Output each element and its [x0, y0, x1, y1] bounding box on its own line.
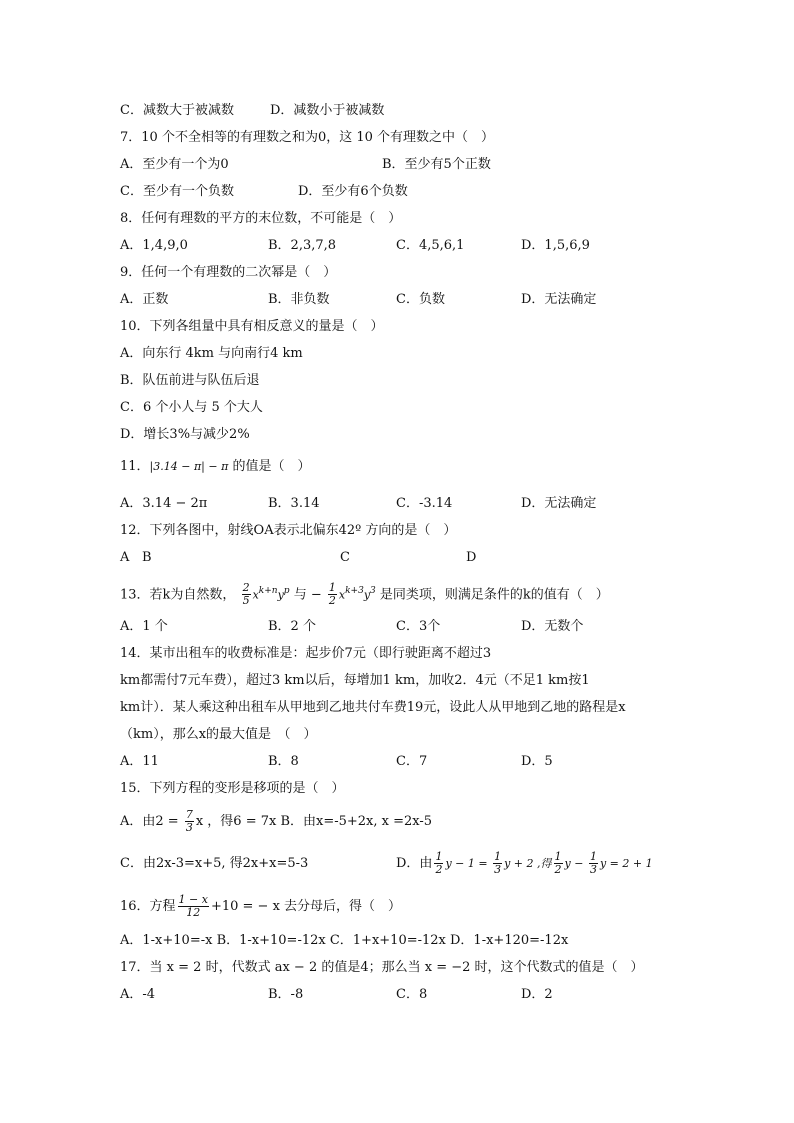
q13-fraction-1	[242, 582, 251, 607]
question-17-stem: 17．当 x = 2 时，代数式 ax − 2 的值是4；那么当 x = −2 时，这个代数式的值是（ ）	[120, 960, 644, 975]
q16-stem-end: +10 = − x 去分母后，得（ ）	[210, 899, 402, 914]
q15-a-numerator: 7	[185, 808, 193, 821]
q13-term2-exp: k+3	[345, 586, 364, 596]
q15-d-f1-num: 1	[435, 850, 443, 863]
q13-f1-numerator: 2	[242, 581, 250, 595]
q17-option-c: C．8	[396, 987, 428, 1002]
question-9-stem: 9．任何一个有理数的二次幂是（ ）	[120, 265, 337, 280]
q8-option-a: A．1,4,9,0	[120, 238, 188, 253]
q7-option-c: C．至少有一个负数	[120, 184, 234, 199]
q14-option-d: D．5	[521, 754, 553, 769]
q10-option-c: C．6 个小人与 5 个大人	[120, 400, 263, 415]
q17-option-d: D．2	[521, 987, 553, 1002]
question-14-line-2: km都需付7元车费），超过3 km以后，每增加1 km，加收2．4元（不足1 km按1	[120, 673, 590, 688]
q10-option-a: A．向东行 4km 与向南行4 km	[120, 346, 303, 361]
q15-d-part-1: y − 1 =	[445, 857, 492, 870]
q13-f1-denominator: 5	[242, 594, 250, 608]
q10-option-b: B．队伍前进与队伍后退	[120, 373, 260, 388]
q13-term1-exp: k+n	[258, 586, 278, 596]
question-14-line-1: 14．某市出租车的收费标准是：起步价7元（即行驶距离不超过3	[120, 646, 492, 661]
q7-option-a: A．至少有一个为0	[120, 157, 229, 172]
q9-option-a: A．正数	[120, 292, 169, 307]
q16-fraction	[178, 894, 209, 919]
q15-a-end: x ，得6 = 7x B．由x=-5+2x, x =2x-5	[195, 814, 433, 829]
q15-d-start: D．由	[396, 856, 433, 871]
q15-option-d	[396, 850, 653, 878]
question-13-stem	[120, 578, 609, 608]
q14-option-c: C．7	[396, 754, 428, 769]
q15-options-ab	[120, 808, 432, 836]
q8-option-c: C．4,5,6,1	[396, 238, 465, 253]
q15-d-part-4: y = 2 + 1	[599, 857, 653, 870]
q13-option-b: B．2 个	[268, 619, 316, 634]
q13-connector: 与 −	[289, 587, 322, 603]
q10-option-d: D．增长3%与减少2%	[120, 427, 250, 442]
q15-d-f3-num: 1	[554, 850, 562, 863]
q11-option-b: B．3.14	[268, 496, 320, 511]
q15-d-fraction-1	[434, 851, 443, 876]
q13-term2-y-exp: 3	[370, 586, 376, 596]
q15-d-part-2: y + 2 ,得	[504, 857, 552, 870]
question-12-stem: 12．下列各图中，射线OA表示北偏东42º 方向的是（ ）	[120, 523, 457, 538]
q14-option-a: A．11	[120, 754, 159, 769]
q16-stem-start: 16．方程	[120, 899, 176, 914]
q9-option-d: D．无法确定	[521, 292, 597, 307]
q13-f2-denominator: 2	[328, 594, 336, 608]
q13-option-a: A．1 个	[120, 619, 168, 634]
q15-d-part-3: y −	[564, 857, 587, 870]
q13-option-c: C．3个	[396, 619, 441, 634]
q14-option-b: B．8	[268, 754, 299, 769]
question-10-stem: 10．下列各组量中具有相反意义的量是（ ）	[120, 319, 384, 334]
q15-d-f4-den: 3	[589, 863, 597, 876]
q12-figure-c-label: C	[340, 550, 350, 565]
q15-d-f2-num: 1	[494, 850, 502, 863]
q17-option-b: B．-8	[268, 987, 304, 1002]
q12-figure-d-label: D	[466, 550, 477, 565]
question-16-stem	[120, 893, 401, 921]
question-14-line-3: km计）．某人乘这种出租车从甲地到乙地共付车费19元，设此人从甲地到乙地的路程是x	[120, 700, 626, 715]
q15-d-f4-num: 1	[589, 850, 597, 863]
q15-d-f1-den: 2	[435, 863, 443, 876]
q15-a-fraction	[185, 809, 194, 834]
q11-option-c: C．-3.14	[396, 496, 453, 511]
q15-a-denominator: 3	[185, 821, 193, 834]
option-d: D．减数小于被减数	[270, 103, 385, 118]
q17-option-a: A．-4	[120, 987, 156, 1002]
q11-number: 11．	[120, 459, 150, 474]
question-11-stem	[120, 458, 310, 476]
option-c: C．减数大于被减数	[120, 103, 234, 118]
q12-figure-b-label: B	[142, 550, 152, 565]
q8-option-d: D．1,5,6,9	[521, 238, 590, 253]
q15-d-fraction-4	[589, 851, 598, 876]
q13-term1-y-exp: p	[283, 586, 290, 596]
q9-option-b: B．非负数	[268, 292, 330, 307]
q13-stem-end: 是同类项，则满足条件的k的值有（ ）	[375, 587, 609, 603]
question-7-stem: 7．10 个不全相等的有理数之和为0，这 10 个有理数之中（ ）	[120, 130, 495, 145]
q7-option-b: B．至少有5个正数	[382, 157, 491, 172]
q13-term1-y: y	[277, 588, 284, 602]
q7-option-d: D．至少有6个负数	[298, 184, 408, 199]
question-8-stem: 8．任何有理数的平方的末位数，不可能是（ ）	[120, 211, 402, 226]
question-14-line-4: （km），那么x的最大值是 （ ）	[120, 727, 317, 742]
q13-stem-start: 13．若k为自然数，	[120, 587, 236, 603]
question-15-stem: 15．下列方程的变形是移项的是（ ）	[120, 781, 345, 796]
q9-option-c: C．负数	[396, 292, 445, 307]
q15-d-fraction-2	[493, 851, 502, 876]
q11-stem-end: 的值是（ ）	[228, 459, 311, 474]
q16-denominator: 12	[186, 906, 201, 919]
q13-term1-base: x	[252, 588, 259, 602]
q16-options: A．1-x+10=-x B．1-x+10=-12x C．1+x+10=-12x D．1-x+120=-12x	[120, 933, 569, 948]
q15-a-start: A．由2 =	[120, 814, 183, 829]
q13-option-d: D．无数个	[521, 619, 584, 634]
q11-option-d: D．无法确定	[521, 496, 597, 511]
q11-option-a: A．3.14 − 2π	[120, 496, 208, 511]
q13-fraction-2	[328, 582, 337, 607]
q13-term2-base: x	[338, 588, 346, 602]
q13-term2-y: y	[363, 588, 371, 602]
q11-expression: |3.14 − π| − π	[149, 460, 229, 473]
q15-d-f3-den: 2	[554, 863, 562, 876]
q13-f2-numerator: 1	[328, 581, 336, 595]
q15-option-c: C．由2x-3=x+5, 得2x+x=5-3	[120, 856, 309, 871]
q8-option-b: B．2,3,7,8	[268, 238, 337, 253]
q15-d-fraction-3	[554, 851, 563, 876]
q12-figure-a-label: A	[120, 550, 130, 565]
q15-d-f2-den: 3	[494, 863, 502, 876]
q16-numerator: 1 − x	[178, 893, 208, 906]
